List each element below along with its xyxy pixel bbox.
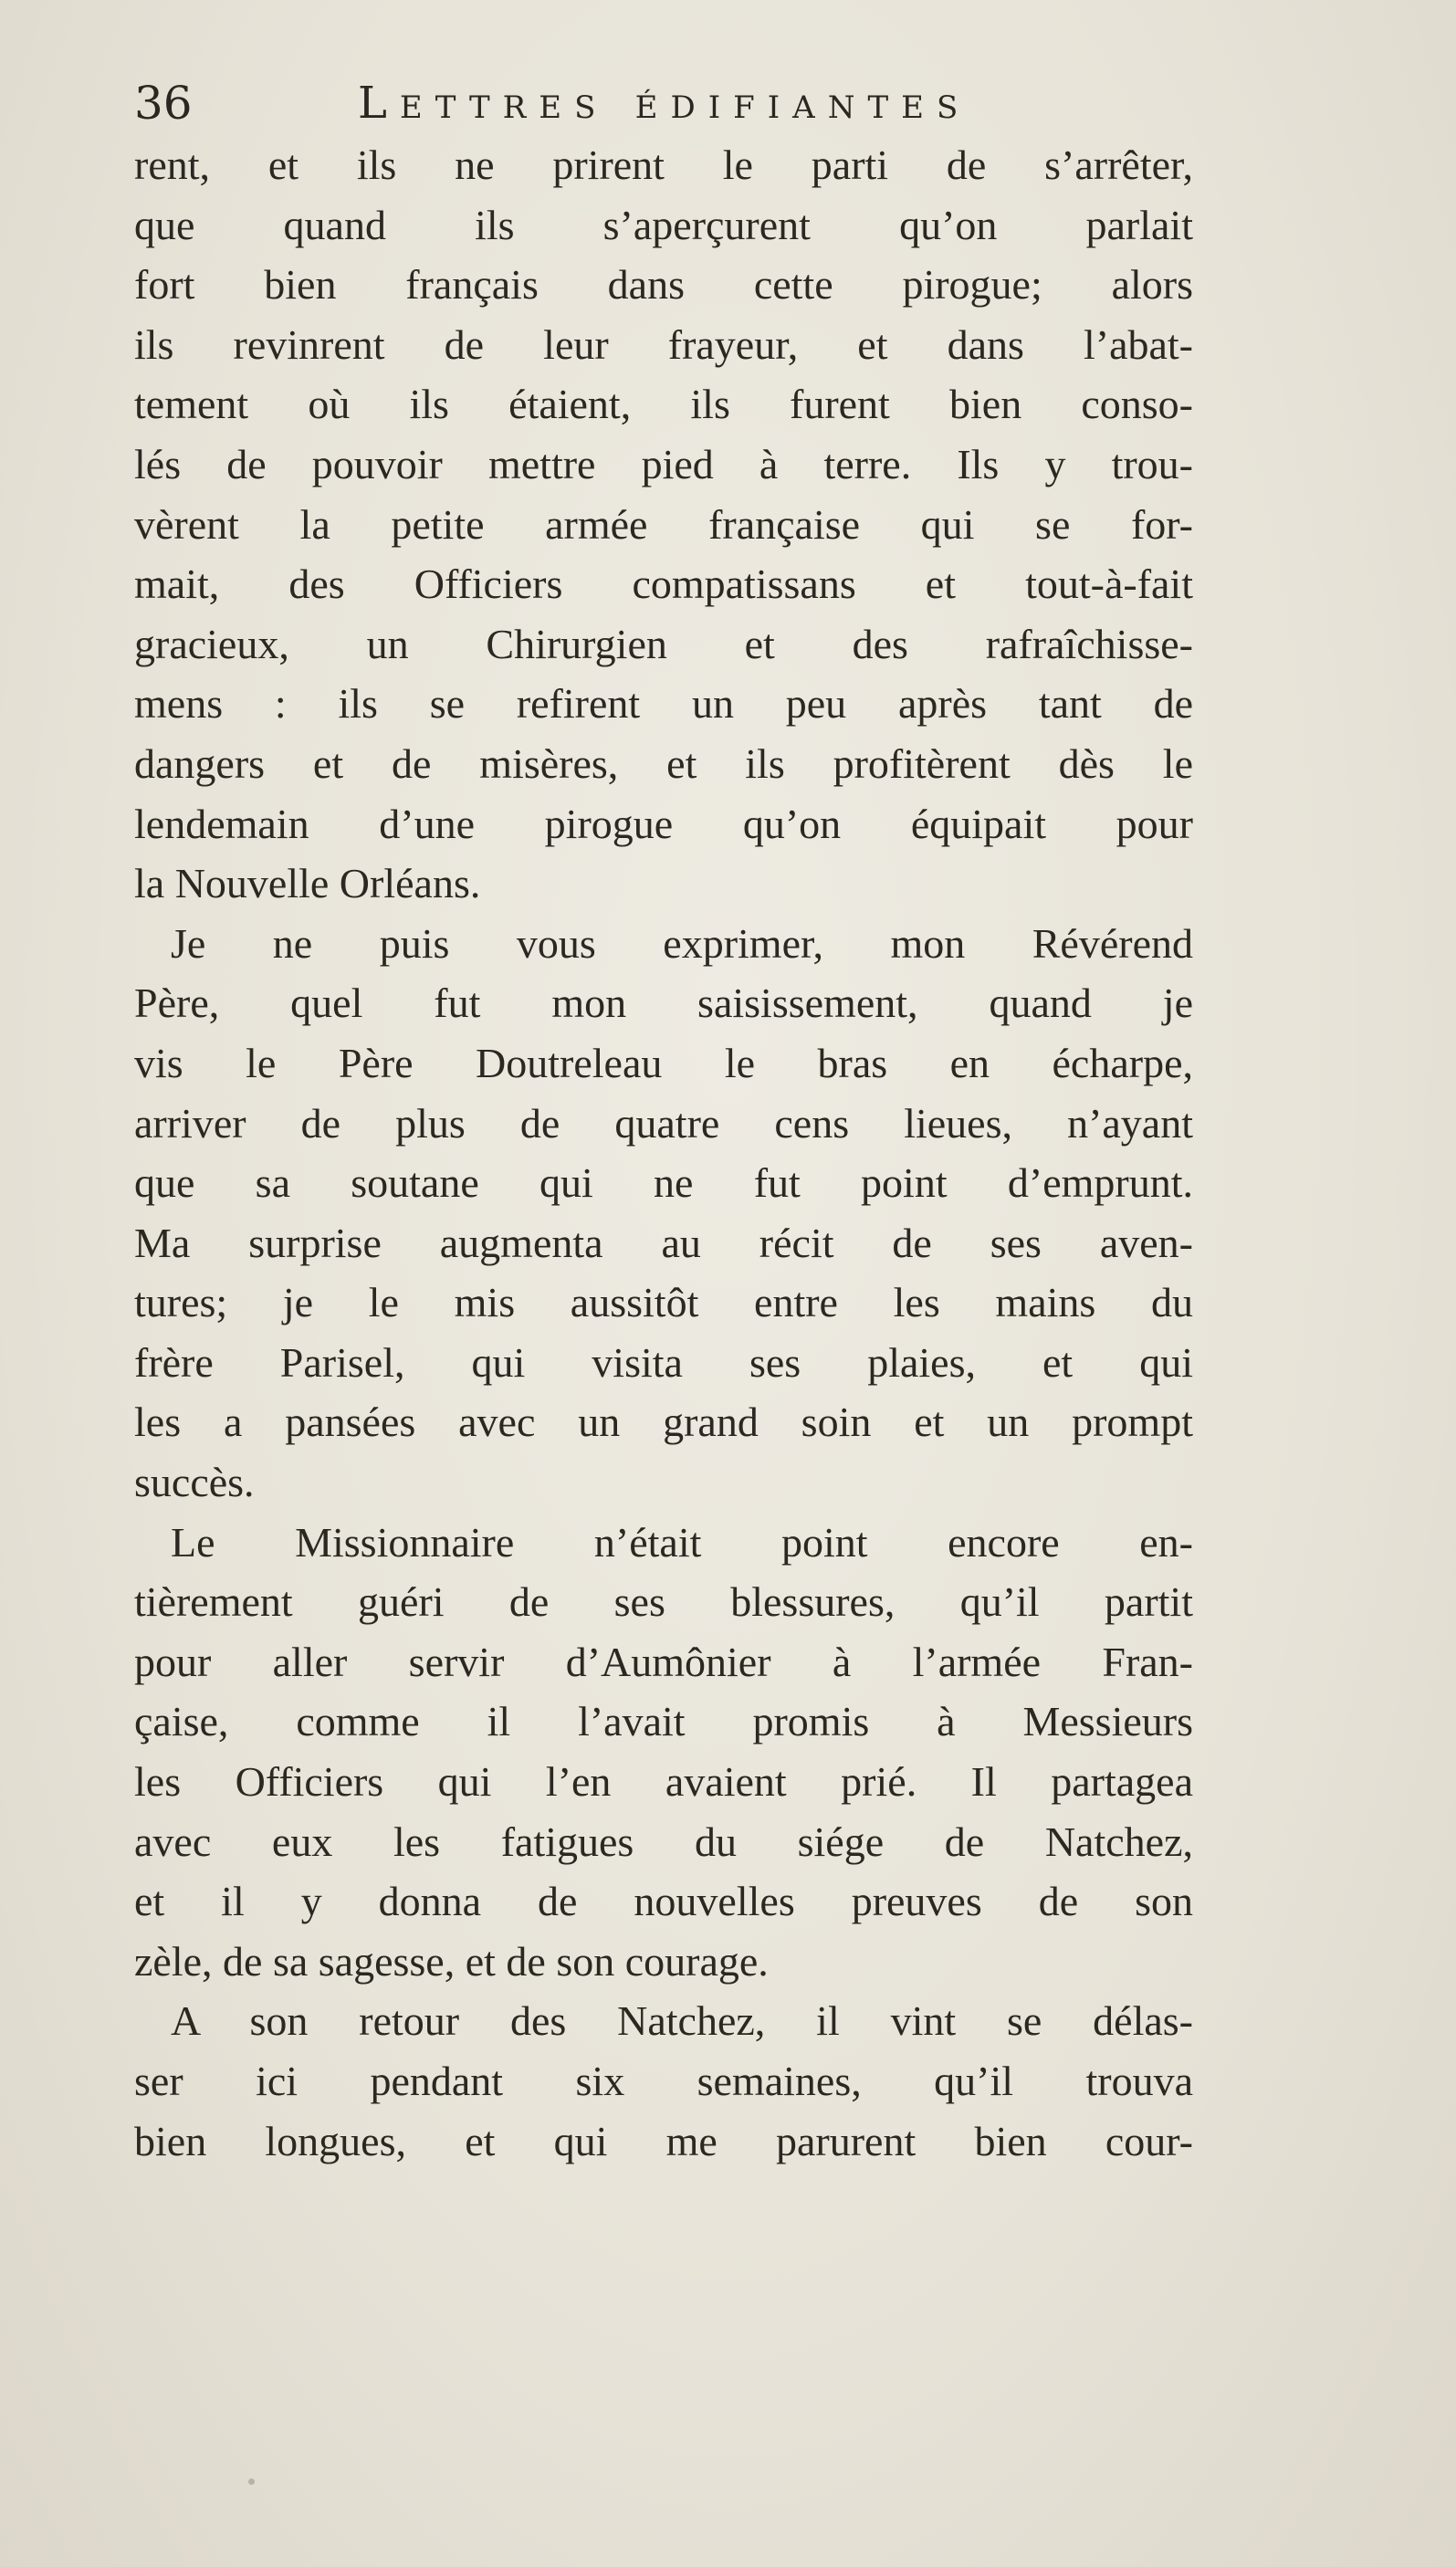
text-line: Père, quel fut mon saisissement, quand je [134,980,1193,1027]
text-line: zèle, de sa sagesse, et de son courage. [134,1937,769,1985]
text-line: mait, des Officiers compatissans et tout-à-fait [134,561,1193,608]
text-line: A son retour des Natchez, il vint se délas- [171,1997,1193,2045]
page-number: 36 [134,77,193,130]
text-line: arriver de plus de quatre cens lieues, n’ayant [134,1099,1193,1147]
text-line: mens : ils se refirent un peu après tant de [134,680,1193,728]
text-line: lés de pouvoir mettre pied à terre. Ils y trou- [134,440,1193,487]
text-line: tièrement guéri de ses blessures, qu’il partit [134,1578,1193,1626]
text-line: que sa soutane qui ne fut point d’emprunt. [134,1159,1193,1207]
text-line: tures; je le mis aussitôt entre les mains du [134,1279,1193,1326]
text-line: Le Missionnaire n’était point encore en- [171,1518,1193,1566]
running-title: Lettres édifiantes [358,78,971,129]
text-line: pour aller servir d’Aumônier à l’armée Fran- [134,1638,1193,1685]
body-text [134,135,1193,2171]
text-line: gracieux, un Chirurgien et des rafraîchisse- [134,620,1193,667]
text-line: la Nouvelle Orléans. [134,860,481,907]
paper-speck [248,2478,255,2485]
text-line: que quand ils s’aperçurent qu’on parlait [134,201,1193,248]
text-line: avec eux les fatigues du siége de Natchez, [134,1818,1193,1865]
text-line: ils revinrent de leur frayeur, et dans l’abat- [134,320,1193,368]
text-line: vèrent la petite armée française qui se for- [134,500,1193,548]
text-line: dangers et de misères, et ils profitèrent dès le [134,739,1193,787]
text-line: fort bien français dans cette pirogue; alors [134,261,1193,309]
text-line: tement où ils étaient, ils furent bien conso- [134,381,1193,428]
text-line: les a pansées avec un grand soin et un prompt [134,1399,1193,1446]
text-line: frère Parisel, qui visita ses plaies, et qui [134,1338,1193,1386]
text-line: rent, et ils ne prirent le parti de s’arrêter, [134,141,1193,188]
text-line: lendemain d’une pirogue qu’on équipait pour [134,800,1193,847]
text-line: çaise, comme il l’avait promis à Messieurs [134,1698,1193,1745]
text-line: Ma surprise augmenta au récit de ses aven- [134,1219,1193,1266]
text-line: succès. [134,1459,255,1506]
text-line: bien longues, et qui me parurent bien cour- [134,2117,1193,2164]
running-head [134,71,1257,135]
text-line: ser ici pendant six semaines, qu’il trouva [134,2058,1193,2104]
text-line: les Officiers qui l’en avaient prié. Il partagea [134,1758,1193,1806]
text-line: et il y donna de nouvelles preuves de son [134,1878,1193,1925]
text-line: Je ne puis vous exprimer, mon Révérend [171,919,1193,967]
text-line: vis le Père Doutreleau le bras en écharpe, [134,1039,1193,1086]
